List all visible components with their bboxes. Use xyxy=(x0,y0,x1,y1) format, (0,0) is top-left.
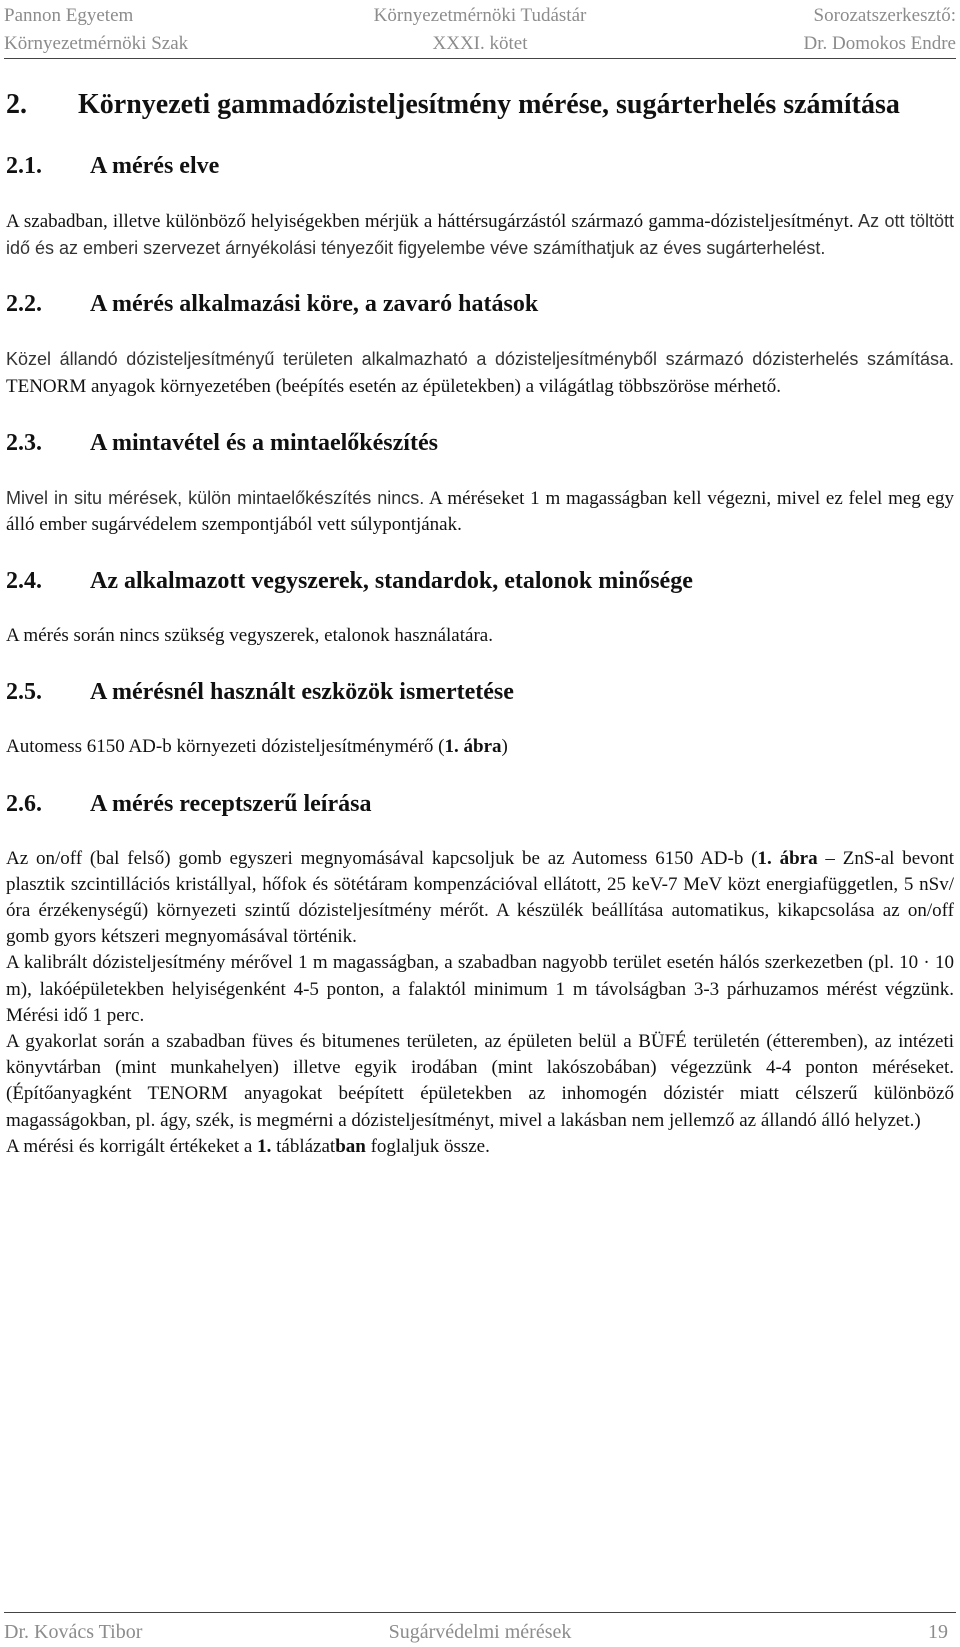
figure-reference: 1. ábra xyxy=(444,736,502,758)
section-title: A mérés alkalmazási köre, a zavaró hatások xyxy=(90,291,539,318)
section-2-6-paragraph-1 xyxy=(6,846,954,951)
section-number: 2.6. xyxy=(6,790,42,817)
table-reference-suffix: ban xyxy=(335,1135,366,1157)
section-2-6-paragraph-2: A kalibrált dózisteljesítmény mérővel 1 m magasságban, a szabadban nagyobb terület esetén hálós szerkezetben (pl. 10 · 10 m), lakóépületekben helyiségenként 4-5 ponton, a falaktól minimum 1 m távolságban 3-3 párhuzamos mérést végzünk. Mérési idő 1 perc. xyxy=(6,952,954,1026)
paragraph-text: TENORM anyagok környezetében (beépítés esetén az épületekben) a világátlag többszöröse mérhető. xyxy=(6,375,782,397)
header-volume: XXXI. kötet xyxy=(432,33,528,54)
header-editor-name: Dr. Domokos Endre xyxy=(803,33,956,54)
footer-title: Sugárvédelmi mérések xyxy=(388,1621,572,1643)
section-title: A mérés elve xyxy=(90,153,220,179)
header-right xyxy=(803,2,956,58)
header-editor-label: Sorozatszerkesztő: xyxy=(813,5,956,26)
paragraph-text: Automess 6150 AD-b környezeti dózisteljesítménymérő ( xyxy=(6,736,445,758)
chapter-heading xyxy=(6,86,954,124)
section-2-5-paragraph xyxy=(6,734,954,760)
section-number: 2.3. xyxy=(6,429,42,456)
chapter-number: 2. xyxy=(6,89,27,120)
section-2-2-paragraph xyxy=(6,346,954,399)
section-2-5-heading xyxy=(6,676,954,708)
section-title: A mintavétel és a mintaelőkészítés xyxy=(90,429,438,456)
section-2-1-paragraph xyxy=(6,208,954,262)
section-2-4-paragraph: A mérés során nincs szükség vegyszerek, etalonok használatára. xyxy=(6,625,493,647)
chapter-title: Környezeti gammadózisteljesítmény mérése, sugárterhelés számítása xyxy=(78,89,900,120)
table-reference: 1. xyxy=(257,1135,272,1157)
figure-reference: 1. ábra xyxy=(757,847,818,869)
paragraph-text: foglaljuk össze. xyxy=(365,1135,490,1157)
paragraph-text: A méréseket 1 m magasságban kell végezni, mivel ez felel meg egy álló ember sugárvédelem szempontjából vett súlypontjának. xyxy=(6,487,954,536)
paragraph-text: A mérési és korrigált értékeket a xyxy=(6,1135,258,1157)
header-program: Környezetmérnöki Szak xyxy=(4,33,189,54)
section-number: 2.5. xyxy=(6,679,42,706)
section-2-6-paragraph-3: A gyakorlat során a szabadban füves és bitumenes területen, az épületen belül a BÜFÉ területén (étteremben), az intézeti könyvtárban (mint munkahelyen) illetve egyik irodában (mint lakószobában) végezzünk 4-4 ponton méréseket. (Építőanyagként TENORM anyagokat beépített épületekben az inhomogén dózistér miatt célszerű különböző magasságokban, pl. ágy, szék, is megmérni a dózisteljesítményt, mivel a lakásban nem jellemző az állandó álló helyzet.) xyxy=(6,1031,954,1131)
section-2-6-heading xyxy=(6,788,954,820)
page-header xyxy=(4,0,956,59)
section-2-2-heading xyxy=(6,288,954,320)
section-number: 2.1. xyxy=(6,153,42,179)
paragraph-text: Mivel in situ mérések, külön mintaelőkészítés nincs. xyxy=(6,487,425,508)
paragraph-text: – ZnS-al bevont plasztik szcintillációs kristállyal, hőfok és sötétáram kompenzációval ellátott, 25 keV-7 MeV közt energiafüggetlen, 5 nSv/óra érzékenységű) környezeti szintű dózisteljesítmény mérőt. A készülék beállítása automatikus, kikapcsolása az on/off gomb gyors kétszeri megnyomásával történik. xyxy=(6,847,955,948)
paragraph-text: A szabadban, illetve különböző helyiségekben mérjük a háttérsugárzástól származó gamma-dózisteljesítményt. xyxy=(6,211,854,232)
section-title: A mérésnél használt eszközök ismertetése xyxy=(90,679,514,706)
paragraph-text: Közel állandó dózisteljesítményű területen alkalmazható a dózisteljesítményből származó dózisterhelés számítása. xyxy=(6,349,954,370)
header-series: Környezetmérnöki Tudástár xyxy=(373,5,587,26)
section-2-4-heading xyxy=(6,565,954,597)
paragraph-text: ) xyxy=(501,736,508,758)
footer-page-number: 19 xyxy=(928,1621,948,1643)
header-university: Pannon Egyetem xyxy=(4,5,134,26)
section-2-3-paragraph xyxy=(6,485,954,538)
paragraph-text: Az ott töltött idő és az emberi szervezet árnyékolási tényezőit figyelembe véve számíthatjuk az éves sugárterhelést. xyxy=(6,211,954,259)
section-2-1-heading xyxy=(6,150,954,182)
paragraph-text: Az on/off (bal felső) gomb egyszeri megnyomásával kapcsoljuk be az Automess 6150 AD-b ( xyxy=(6,847,758,869)
section-number: 2.4. xyxy=(6,568,42,595)
page-content xyxy=(6,86,954,1160)
paragraph-text: táblázat xyxy=(271,1135,336,1157)
page-footer xyxy=(4,1612,956,1647)
footer-author: Dr. Kovács Tibor xyxy=(4,1621,143,1643)
section-number: 2.2. xyxy=(6,291,42,318)
section-2-6-paragraph-4 xyxy=(6,1134,954,1160)
section-2-3-heading xyxy=(6,427,954,459)
section-title: Az alkalmazott vegyszerek, standardok, etalonok minősége xyxy=(90,568,693,595)
section-title: A mérés receptszerű leírása xyxy=(90,790,372,817)
